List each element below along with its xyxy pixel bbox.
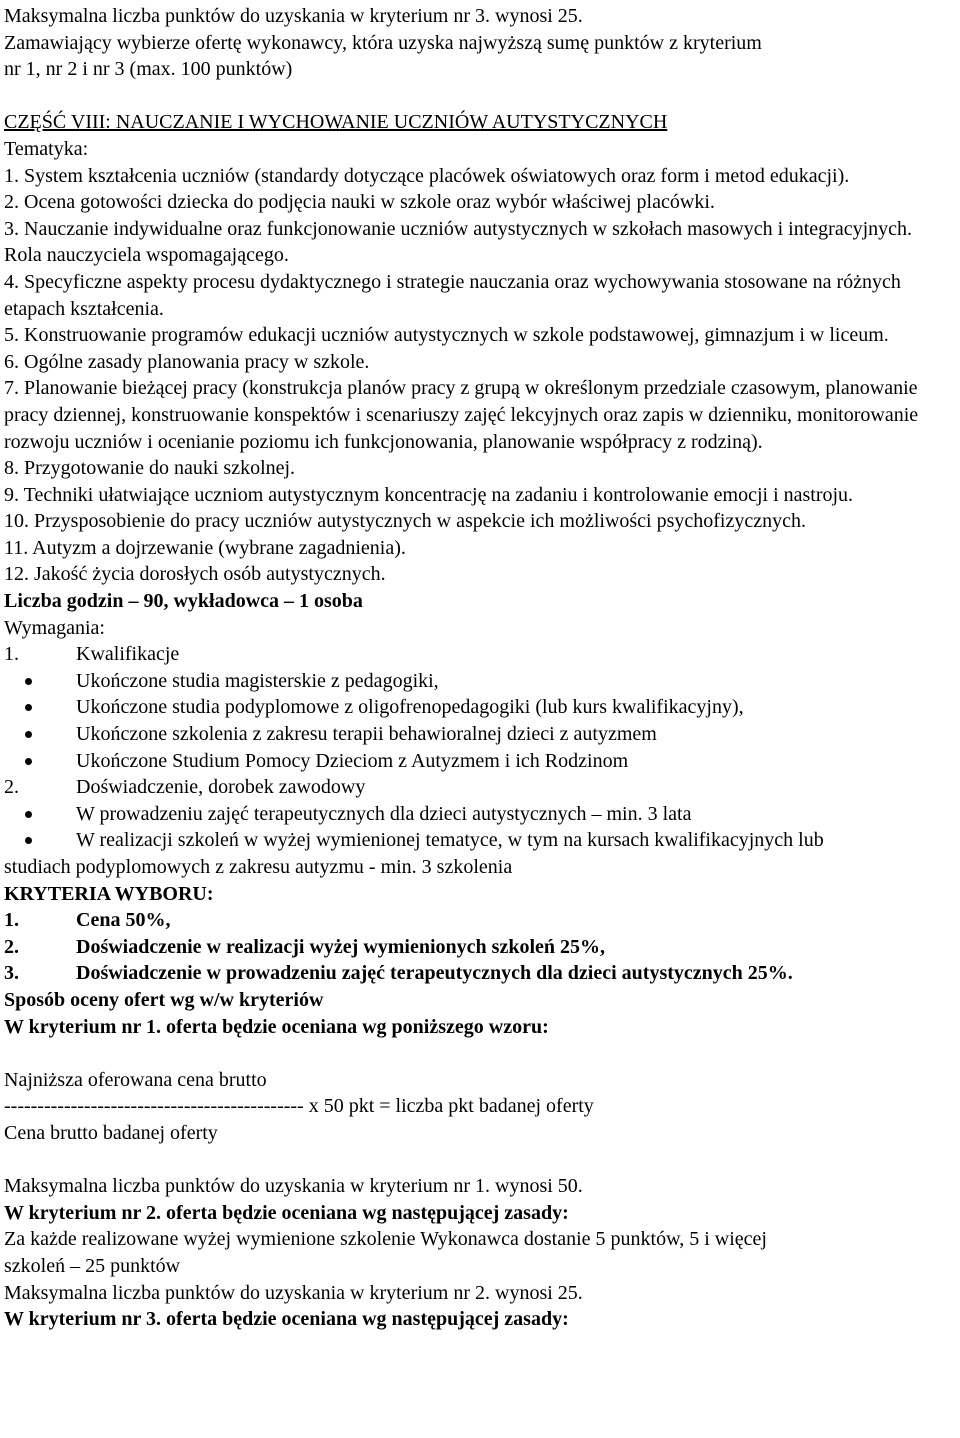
- bullet-item: [4, 748, 954, 775]
- spacer: [4, 83, 954, 110]
- criterion-2-heading: W kryterium nr 2. oferta będzie oceniana wg następującej zasady:: [4, 1201, 569, 1224]
- topic-item: 9. Techniki ułatwiające uczniom autystycznym koncentrację na zadaniu i kontrolowanie emocji i nastroju.: [4, 483, 854, 506]
- bullet-text: Ukończone Studium Pomocy Dzieciom z Autyzmem i ich Rodzinom: [76, 749, 629, 772]
- requirement-heading: [4, 641, 954, 668]
- bullet-text: W realizacji szkoleń w wyżej wymienionej tematyce, w tym na kursach kwalifikacyjnych lub: [76, 829, 824, 852]
- topics-list: [4, 163, 954, 589]
- criterion-item: [4, 907, 954, 934]
- requirement-title: Kwalifikacje: [76, 643, 180, 666]
- topic-item: 7. Planowanie bieżącej pracy (konstrukcja planów pracy z grupą w określonym przedziale czasowym, planowanie pracy dziennej, konstruowanie konspektów i scenariuszy zajęć lekcyjnych oraz zapis w dzienniku, monitorowanie rozwoju uczniów i ocenianie poziomu ich funkcjonowania, planowanie współpracy z rodziną).: [4, 377, 919, 453]
- section-title: CZĘŚĆ VIII: NAUCZANIE I WYCHOWANIE UCZNIÓW AUTYSTYCZNYCH: [4, 111, 668, 134]
- topic-item: 3. Nauczanie indywidualne oraz funkcjonowanie uczniów autystycznych w szkołach masowych i integracyjnych. Rola nauczyciela wspomagającego.: [4, 217, 913, 267]
- topic-item: 5. Konstruowanie programów edukacji uczniów autystycznych w szkole podstawowej, gimnazjum i w liceum.: [4, 324, 889, 347]
- bullet-text: W prowadzeniu zajęć terapeutycznych dla dzieci autystycznych – min. 3 lata: [76, 802, 692, 825]
- requirement-number: 2.: [4, 776, 19, 799]
- criterion-item: [4, 960, 954, 987]
- evaluation-method-label: Sposób oceny ofert wg w/w kryteriów: [4, 988, 324, 1011]
- hours-info: Liczba godzin – 90, wykładowca – 1 osoba: [4, 590, 363, 613]
- criterion-text: Cena 50%,: [76, 909, 171, 932]
- formula-numerator: Najniższa oferowana cena brutto: [4, 1068, 267, 1091]
- criterion-number: 2.: [4, 935, 19, 958]
- bullet-icon: [4, 748, 76, 775]
- requirement-title: Doświadczenie, dorobek zawodowy: [76, 776, 366, 799]
- bullet-icon: [4, 721, 76, 748]
- bullet-item: [4, 694, 954, 721]
- criterion-text: Doświadczenie w prowadzeniu zajęć terapeutycznych dla dzieci autystycznych 25%.: [76, 962, 793, 985]
- bullet-text: Ukończone szkolenia z zakresu terapii behawioralnej dzieci z autyzmem: [76, 723, 657, 746]
- spacer: [4, 1147, 954, 1174]
- bullet-icon: [4, 668, 76, 695]
- requirements-label: Wymagania:: [4, 616, 105, 639]
- selection-rule-line-2: nr 1, nr 2 i nr 3 (max. 100 punktów): [4, 58, 293, 81]
- topics-label: Tematyka:: [4, 137, 89, 160]
- bullet-text: Ukończone studia podyplomowe z oligofrenopedagogiki (lub kurs kwalifikacyjny),: [76, 696, 744, 719]
- criterion-2-rule-line-2: szkoleń – 25 punktów: [4, 1254, 181, 1277]
- bullet-icon: [4, 694, 76, 721]
- topic-item: 8. Przygotowanie do nauki szkolnej.: [4, 457, 296, 480]
- topic-item: 12. Jakość życia dorosłych osób autystycznych.: [4, 563, 386, 586]
- bullet-icon: [4, 827, 76, 854]
- bullet-item: [4, 827, 954, 854]
- bullet-continuation: studiach podyplomowych z zakresu autyzmu - min. 3 szkolenia: [4, 856, 513, 878]
- bullet-icon: [4, 801, 76, 828]
- topic-item: 1. System kształcenia uczniów (standardy dotyczące placówek oświatowych oraz form i metod edukacji).: [4, 164, 850, 187]
- criteria-label: KRYTERIA WYBORU:: [4, 882, 214, 905]
- bullet-item: [4, 721, 954, 748]
- selection-rule-line-1: Zamawiający wybierze ofertę wykonawcy, która uzyska najwyższą sumę punktów z kryterium: [4, 31, 762, 54]
- criterion-1-max: Maksymalna liczba punktów do uzyskania w kryterium nr 1. wynosi 50.: [4, 1175, 583, 1198]
- criterion-2-max: Maksymalna liczba punktów do uzyskania w kryterium nr 2. wynosi 25.: [4, 1281, 583, 1304]
- topic-item: 4. Specyficzne aspekty procesu dydaktycznego i strategie nauczania oraz wychowywania stosowane na różnych etapach kształcenia.: [4, 270, 901, 320]
- topic-item: 10. Przysposobienie do pracy uczniów autystycznych w aspekcie ich możliwości psychofizycznych.: [4, 510, 806, 533]
- spacer: [4, 1040, 954, 1067]
- max-points-k3-text: Maksymalna liczba punktów do uzyskania w kryterium nr 3. wynosi 25.: [4, 5, 583, 27]
- criterion-3-heading: W kryterium nr 3. oferta będzie oceniana wg następującej zasady:: [4, 1308, 569, 1331]
- bullet-text: Ukończone studia magisterskie z pedagogiki,: [76, 669, 439, 692]
- criterion-item: [4, 934, 954, 961]
- criterion-number: 3.: [4, 962, 19, 985]
- criterion-1-heading: W kryterium nr 1. oferta będzie oceniana wg poniższego wzoru:: [4, 1015, 549, 1038]
- criterion-2-rule-line-1: Za każde realizowane wyżej wymienione szkolenie Wykonawca dostanie 5 punktów, 5 i więcej: [4, 1228, 767, 1251]
- criterion-text: Doświadczenie w realizacji wyżej wymienionych szkoleń 25%,: [76, 935, 605, 958]
- bullet-item: [4, 668, 954, 695]
- requirement-number: 1.: [4, 643, 19, 666]
- criterion-number: 1.: [4, 909, 19, 932]
- formula-denominator: Cena brutto badanej oferty: [4, 1121, 218, 1144]
- requirement-heading: [4, 774, 954, 801]
- topic-item: 11. Autyzm a dojrzewanie (wybrane zagadnienia).: [4, 536, 406, 559]
- bullet-item: [4, 801, 954, 828]
- topic-item: 2. Ocena gotowości dziecka do podjęcia nauki w szkole oraz wybór właściwej placówki.: [4, 191, 715, 214]
- topic-item: 6. Ogólne zasady planowania pracy w szkole.: [4, 350, 370, 373]
- document-page: [4, 3, 954, 1333]
- formula-fraction-line: --------------------------------------------- x 50 pkt = liczba pkt badanej oferty: [4, 1095, 594, 1118]
